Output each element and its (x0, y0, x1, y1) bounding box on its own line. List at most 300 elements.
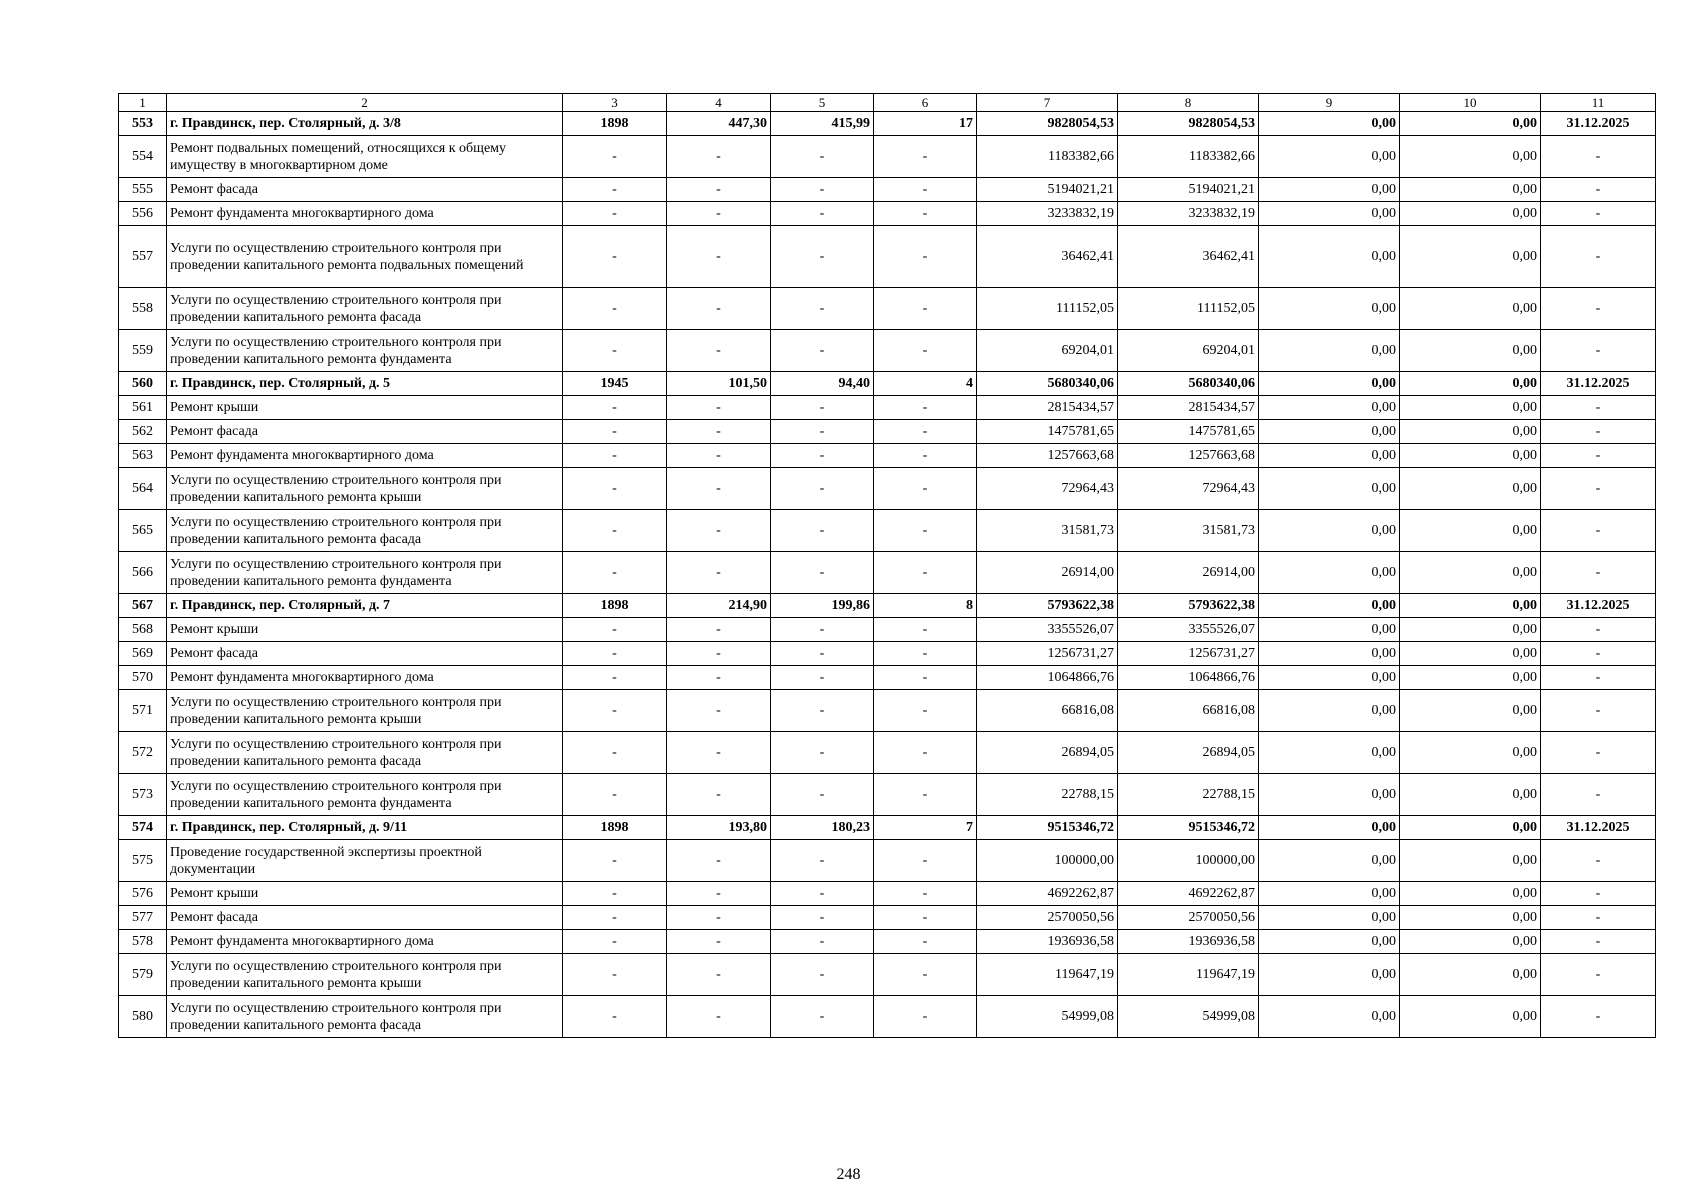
cell-total-area: - (667, 468, 771, 510)
cell-owners-cost: 0,00 (1400, 112, 1541, 136)
column-number: 7 (977, 94, 1118, 112)
cell-year-built: - (563, 420, 667, 444)
cell-total-cost: 72964,43 (977, 468, 1118, 510)
cell-residents: - (874, 420, 977, 444)
cell-budget-cost: 0,00 (1259, 468, 1400, 510)
cell-row-number: 560 (119, 372, 167, 396)
cell-residents: - (874, 396, 977, 420)
cell-owners-cost: 0,00 (1400, 136, 1541, 178)
cell-total-area: - (667, 444, 771, 468)
work-item-row (119, 552, 1656, 594)
cell-owners-cost: 0,00 (1400, 288, 1541, 330)
cell-total-area: - (667, 510, 771, 552)
cell-living-area: - (771, 882, 874, 906)
cell-row-number: 559 (119, 330, 167, 372)
cell-residents: - (874, 178, 977, 202)
cell-regional-fund-cost: 5680340,06 (1118, 372, 1259, 396)
cell-total-cost: 111152,05 (977, 288, 1118, 330)
cell-total-cost: 1257663,68 (977, 444, 1118, 468)
cell-completion-date: - (1541, 732, 1656, 774)
cell-living-area: - (771, 226, 874, 288)
cell-regional-fund-cost: 1257663,68 (1118, 444, 1259, 468)
cell-description: Услуги по осуществлению строительного контроля при проведении капитального ремонта фасада (167, 288, 563, 330)
work-item-row (119, 226, 1656, 288)
column-number: 6 (874, 94, 977, 112)
cell-living-area: - (771, 642, 874, 666)
cell-year-built: - (563, 552, 667, 594)
cell-owners-cost: 0,00 (1400, 396, 1541, 420)
cell-owners-cost: 0,00 (1400, 552, 1541, 594)
cell-year-built: - (563, 954, 667, 996)
cell-completion-date: - (1541, 552, 1656, 594)
work-item-row (119, 690, 1656, 732)
cell-owners-cost: 0,00 (1400, 178, 1541, 202)
address-row (119, 816, 1656, 840)
cell-budget-cost: 0,00 (1259, 396, 1400, 420)
cell-residents: - (874, 954, 977, 996)
cell-living-area: - (771, 996, 874, 1038)
cell-owners-cost: 0,00 (1400, 372, 1541, 396)
cell-regional-fund-cost: 69204,01 (1118, 330, 1259, 372)
cell-year-built: - (563, 330, 667, 372)
cell-budget-cost: 0,00 (1259, 202, 1400, 226)
cell-total-cost: 119647,19 (977, 954, 1118, 996)
cell-description: Услуги по осуществлению строительного контроля при проведении капитального ремонта фасада (167, 732, 563, 774)
cell-completion-date: - (1541, 288, 1656, 330)
cell-completion-date: 31.12.2025 (1541, 816, 1656, 840)
column-number: 2 (167, 94, 563, 112)
cell-regional-fund-cost: 2570050,56 (1118, 906, 1259, 930)
cell-budget-cost: 0,00 (1259, 774, 1400, 816)
cell-completion-date: - (1541, 510, 1656, 552)
cell-total-cost: 2570050,56 (977, 906, 1118, 930)
cell-residents: - (874, 510, 977, 552)
cell-budget-cost: 0,00 (1259, 816, 1400, 840)
cell-total-area: 447,30 (667, 112, 771, 136)
cell-description: г. Правдинск, пер. Столярный, д. 7 (167, 594, 563, 618)
cell-description: Ремонт крыши (167, 882, 563, 906)
cell-budget-cost: 0,00 (1259, 594, 1400, 618)
cell-regional-fund-cost: 1256731,27 (1118, 642, 1259, 666)
work-item-row (119, 136, 1656, 178)
cell-regional-fund-cost: 72964,43 (1118, 468, 1259, 510)
cell-residents: - (874, 690, 977, 732)
cell-row-number: 579 (119, 954, 167, 996)
cell-total-area: - (667, 330, 771, 372)
cell-description: Ремонт крыши (167, 618, 563, 642)
cell-row-number: 578 (119, 930, 167, 954)
cell-description: Услуги по осуществлению строительного контроля при проведении капитального ремонта фундамента (167, 330, 563, 372)
cell-total-area: - (667, 954, 771, 996)
cell-total-area: - (667, 774, 771, 816)
cell-living-area: - (771, 774, 874, 816)
cell-row-number: 570 (119, 666, 167, 690)
cell-year-built: - (563, 510, 667, 552)
cell-budget-cost: 0,00 (1259, 330, 1400, 372)
cell-owners-cost: 0,00 (1400, 202, 1541, 226)
work-item-row (119, 178, 1656, 202)
cell-budget-cost: 0,00 (1259, 510, 1400, 552)
cell-completion-date: - (1541, 618, 1656, 642)
cell-living-area: - (771, 510, 874, 552)
cell-total-cost: 9828054,53 (977, 112, 1118, 136)
cell-row-number: 567 (119, 594, 167, 618)
cell-year-built: - (563, 136, 667, 178)
cell-total-cost: 2815434,57 (977, 396, 1118, 420)
cell-row-number: 568 (119, 618, 167, 642)
cell-row-number: 553 (119, 112, 167, 136)
cell-description: Услуги по осуществлению строительного контроля при проведении капитального ремонта фундамента (167, 774, 563, 816)
cell-living-area: - (771, 954, 874, 996)
cell-regional-fund-cost: 119647,19 (1118, 954, 1259, 996)
cell-living-area: - (771, 618, 874, 642)
cell-total-area: 101,50 (667, 372, 771, 396)
cell-regional-fund-cost: 26914,00 (1118, 552, 1259, 594)
cell-owners-cost: 0,00 (1400, 594, 1541, 618)
cell-total-cost: 5793622,38 (977, 594, 1118, 618)
cell-year-built: - (563, 906, 667, 930)
work-item-row (119, 330, 1656, 372)
cell-living-area: - (771, 468, 874, 510)
cell-completion-date: 31.12.2025 (1541, 372, 1656, 396)
cell-owners-cost: 0,00 (1400, 954, 1541, 996)
cell-row-number: 558 (119, 288, 167, 330)
cell-owners-cost: 0,00 (1400, 642, 1541, 666)
cell-regional-fund-cost: 1064866,76 (1118, 666, 1259, 690)
cell-regional-fund-cost: 22788,15 (1118, 774, 1259, 816)
cell-year-built: - (563, 288, 667, 330)
cell-residents: - (874, 906, 977, 930)
cell-total-area: - (667, 666, 771, 690)
cell-description: Услуги по осуществлению строительного контроля при проведении капитального ремонта фундамента (167, 552, 563, 594)
cell-total-cost: 31581,73 (977, 510, 1118, 552)
work-item-row (119, 202, 1656, 226)
cell-year-built: - (563, 774, 667, 816)
column-number: 9 (1259, 94, 1400, 112)
cell-total-area: - (667, 136, 771, 178)
column-number: 1 (119, 94, 167, 112)
cell-completion-date: - (1541, 642, 1656, 666)
work-item-row (119, 954, 1656, 996)
cell-total-area: - (667, 732, 771, 774)
cell-description: Услуги по осуществлению строительного контроля при проведении капитального ремонта фасада (167, 510, 563, 552)
cell-owners-cost: 0,00 (1400, 882, 1541, 906)
table-body (119, 94, 1656, 1038)
work-item-row (119, 840, 1656, 882)
cell-living-area: - (771, 420, 874, 444)
cell-owners-cost: 0,00 (1400, 930, 1541, 954)
cell-year-built: - (563, 996, 667, 1038)
cell-description: Ремонт фундамента многоквартирного дома (167, 202, 563, 226)
cell-regional-fund-cost: 9828054,53 (1118, 112, 1259, 136)
cell-year-built: - (563, 618, 667, 642)
cell-total-cost: 3355526,07 (977, 618, 1118, 642)
cell-completion-date: - (1541, 226, 1656, 288)
cell-total-area: - (667, 690, 771, 732)
repair-schedule-table (118, 93, 1656, 1038)
cell-owners-cost: 0,00 (1400, 226, 1541, 288)
cell-total-area: - (667, 288, 771, 330)
cell-residents: 8 (874, 594, 977, 618)
cell-living-area: - (771, 930, 874, 954)
cell-total-area: - (667, 226, 771, 288)
cell-living-area: 415,99 (771, 112, 874, 136)
cell-residents: - (874, 840, 977, 882)
cell-living-area: - (771, 840, 874, 882)
cell-total-cost: 26914,00 (977, 552, 1118, 594)
work-item-row (119, 882, 1656, 906)
cell-residents: - (874, 774, 977, 816)
column-number: 8 (1118, 94, 1259, 112)
cell-row-number: 557 (119, 226, 167, 288)
cell-row-number: 566 (119, 552, 167, 594)
cell-row-number: 571 (119, 690, 167, 732)
cell-total-area: - (667, 202, 771, 226)
cell-description: Услуги по осуществлению строительного контроля при проведении капитального ремонта крыши (167, 690, 563, 732)
cell-total-area: - (667, 996, 771, 1038)
cell-description: Услуги по осуществлению строительного контроля при проведении капитального ремонта крыши (167, 954, 563, 996)
cell-regional-fund-cost: 9515346,72 (1118, 816, 1259, 840)
cell-total-area: 214,90 (667, 594, 771, 618)
cell-completion-date: - (1541, 178, 1656, 202)
cell-total-cost: 100000,00 (977, 840, 1118, 882)
cell-year-built: 1898 (563, 594, 667, 618)
cell-regional-fund-cost: 1936936,58 (1118, 930, 1259, 954)
cell-budget-cost: 0,00 (1259, 906, 1400, 930)
cell-budget-cost: 0,00 (1259, 552, 1400, 594)
cell-owners-cost: 0,00 (1400, 996, 1541, 1038)
cell-description: Ремонт фасада (167, 178, 563, 202)
cell-regional-fund-cost: 111152,05 (1118, 288, 1259, 330)
cell-residents: - (874, 996, 977, 1038)
cell-regional-fund-cost: 1183382,66 (1118, 136, 1259, 178)
work-item-row (119, 996, 1656, 1038)
cell-total-area: - (667, 178, 771, 202)
cell-year-built: - (563, 690, 667, 732)
cell-row-number: 575 (119, 840, 167, 882)
cell-living-area: - (771, 552, 874, 594)
cell-residents: - (874, 930, 977, 954)
address-row (119, 594, 1656, 618)
cell-row-number: 556 (119, 202, 167, 226)
cell-completion-date: - (1541, 420, 1656, 444)
cell-living-area: - (771, 330, 874, 372)
cell-total-area: - (667, 552, 771, 594)
column-number: 5 (771, 94, 874, 112)
page-number: 248 (836, 1166, 861, 1183)
column-number: 11 (1541, 94, 1656, 112)
cell-budget-cost: 0,00 (1259, 732, 1400, 774)
cell-regional-fund-cost: 2815434,57 (1118, 396, 1259, 420)
cell-total-cost: 69204,01 (977, 330, 1118, 372)
cell-total-area: - (667, 840, 771, 882)
cell-year-built: 1945 (563, 372, 667, 396)
cell-description: Ремонт подвальных помещений, относящихся к общему имуществу в многоквартирном доме (167, 136, 563, 178)
cell-row-number: 555 (119, 178, 167, 202)
cell-description: Ремонт фундамента многоквартирного дома (167, 666, 563, 690)
cell-description: Ремонт крыши (167, 396, 563, 420)
work-item-row (119, 396, 1656, 420)
cell-description: Проведение государственной экспертизы проектной документации (167, 840, 563, 882)
cell-budget-cost: 0,00 (1259, 618, 1400, 642)
cell-regional-fund-cost: 31581,73 (1118, 510, 1259, 552)
cell-completion-date: - (1541, 954, 1656, 996)
cell-year-built: - (563, 178, 667, 202)
cell-owners-cost: 0,00 (1400, 732, 1541, 774)
work-item-row (119, 420, 1656, 444)
cell-year-built: - (563, 444, 667, 468)
cell-row-number: 564 (119, 468, 167, 510)
cell-description: Ремонт фундамента многоквартирного дома (167, 444, 563, 468)
cell-owners-cost: 0,00 (1400, 420, 1541, 444)
cell-completion-date: - (1541, 774, 1656, 816)
cell-budget-cost: 0,00 (1259, 444, 1400, 468)
cell-description: Услуги по осуществлению строительного контроля при проведении капитального ремонта крыши (167, 468, 563, 510)
cell-row-number: 574 (119, 816, 167, 840)
cell-residents: - (874, 288, 977, 330)
cell-description: г. Правдинск, пер. Столярный, д. 3/8 (167, 112, 563, 136)
cell-budget-cost: 0,00 (1259, 226, 1400, 288)
cell-description: Ремонт фундамента многоквартирного дома (167, 930, 563, 954)
cell-regional-fund-cost: 3233832,19 (1118, 202, 1259, 226)
cell-description: Услуги по осуществлению строительного контроля при проведении капитального ремонта подвальных помещений (167, 226, 563, 288)
cell-description: г. Правдинск, пер. Столярный, д. 9/11 (167, 816, 563, 840)
cell-residents: 7 (874, 816, 977, 840)
cell-total-cost: 26894,05 (977, 732, 1118, 774)
work-item-row (119, 468, 1656, 510)
cell-total-cost: 66816,08 (977, 690, 1118, 732)
cell-completion-date: - (1541, 136, 1656, 178)
cell-year-built: - (563, 202, 667, 226)
cell-total-cost: 1475781,65 (977, 420, 1118, 444)
cell-total-cost: 1064866,76 (977, 666, 1118, 690)
cell-living-area: 94,40 (771, 372, 874, 396)
cell-regional-fund-cost: 100000,00 (1118, 840, 1259, 882)
cell-row-number: 569 (119, 642, 167, 666)
cell-residents: - (874, 882, 977, 906)
cell-completion-date: - (1541, 882, 1656, 906)
cell-budget-cost: 0,00 (1259, 112, 1400, 136)
cell-budget-cost: 0,00 (1259, 954, 1400, 996)
cell-total-cost: 4692262,87 (977, 882, 1118, 906)
cell-budget-cost: 0,00 (1259, 930, 1400, 954)
cell-regional-fund-cost: 3355526,07 (1118, 618, 1259, 642)
cell-owners-cost: 0,00 (1400, 690, 1541, 732)
cell-budget-cost: 0,00 (1259, 178, 1400, 202)
cell-living-area: - (771, 202, 874, 226)
cell-total-area: - (667, 882, 771, 906)
cell-residents: 4 (874, 372, 977, 396)
cell-completion-date: - (1541, 396, 1656, 420)
cell-living-area: 180,23 (771, 816, 874, 840)
cell-total-area: - (667, 930, 771, 954)
cell-budget-cost: 0,00 (1259, 372, 1400, 396)
cell-completion-date: - (1541, 468, 1656, 510)
cell-row-number: 572 (119, 732, 167, 774)
cell-residents: - (874, 226, 977, 288)
cell-row-number: 573 (119, 774, 167, 816)
cell-owners-cost: 0,00 (1400, 468, 1541, 510)
cell-budget-cost: 0,00 (1259, 666, 1400, 690)
address-row (119, 112, 1656, 136)
cell-year-built: - (563, 226, 667, 288)
cell-completion-date: - (1541, 906, 1656, 930)
work-item-row (119, 618, 1656, 642)
column-number-row (119, 94, 1656, 112)
cell-living-area: - (771, 288, 874, 330)
cell-living-area: - (771, 178, 874, 202)
cell-budget-cost: 0,00 (1259, 840, 1400, 882)
cell-year-built: 1898 (563, 816, 667, 840)
cell-regional-fund-cost: 5194021,21 (1118, 178, 1259, 202)
cell-regional-fund-cost: 5793622,38 (1118, 594, 1259, 618)
cell-completion-date: - (1541, 444, 1656, 468)
cell-total-cost: 5680340,06 (977, 372, 1118, 396)
cell-description: Услуги по осуществлению строительного контроля при проведении капитального ремонта фасада (167, 996, 563, 1038)
cell-residents: - (874, 202, 977, 226)
cell-total-cost: 36462,41 (977, 226, 1118, 288)
cell-budget-cost: 0,00 (1259, 882, 1400, 906)
cell-description: Ремонт фасада (167, 420, 563, 444)
cell-budget-cost: 0,00 (1259, 996, 1400, 1038)
cell-total-cost: 22788,15 (977, 774, 1118, 816)
cell-owners-cost: 0,00 (1400, 906, 1541, 930)
cell-completion-date: - (1541, 202, 1656, 226)
cell-owners-cost: 0,00 (1400, 666, 1541, 690)
cell-year-built: 1898 (563, 112, 667, 136)
cell-owners-cost: 0,00 (1400, 816, 1541, 840)
cell-year-built: - (563, 666, 667, 690)
work-item-row (119, 444, 1656, 468)
cell-total-area: - (667, 396, 771, 420)
work-item-row (119, 774, 1656, 816)
cell-row-number: 563 (119, 444, 167, 468)
cell-description: г. Правдинск, пер. Столярный, д. 5 (167, 372, 563, 396)
cell-row-number: 565 (119, 510, 167, 552)
work-item-row (119, 642, 1656, 666)
cell-budget-cost: 0,00 (1259, 642, 1400, 666)
cell-living-area: - (771, 666, 874, 690)
cell-completion-date: - (1541, 840, 1656, 882)
cell-year-built: - (563, 930, 667, 954)
cell-total-cost: 3233832,19 (977, 202, 1118, 226)
cell-completion-date: - (1541, 330, 1656, 372)
cell-year-built: - (563, 840, 667, 882)
cell-living-area: - (771, 732, 874, 774)
work-item-row (119, 732, 1656, 774)
cell-completion-date: - (1541, 690, 1656, 732)
cell-total-area: 193,80 (667, 816, 771, 840)
cell-year-built: - (563, 732, 667, 774)
column-number: 3 (563, 94, 667, 112)
cell-description: Ремонт фасада (167, 642, 563, 666)
cell-regional-fund-cost: 54999,08 (1118, 996, 1259, 1038)
cell-total-cost: 1256731,27 (977, 642, 1118, 666)
cell-living-area: - (771, 136, 874, 178)
cell-budget-cost: 0,00 (1259, 136, 1400, 178)
cell-year-built: - (563, 882, 667, 906)
cell-total-cost: 9515346,72 (977, 816, 1118, 840)
cell-total-cost: 54999,08 (977, 996, 1118, 1038)
cell-total-cost: 1936936,58 (977, 930, 1118, 954)
cell-total-area: - (667, 420, 771, 444)
cell-budget-cost: 0,00 (1259, 690, 1400, 732)
cell-row-number: 580 (119, 996, 167, 1038)
cell-residents: - (874, 666, 977, 690)
column-number: 10 (1400, 94, 1541, 112)
cell-year-built: - (563, 396, 667, 420)
cell-total-area: - (667, 642, 771, 666)
